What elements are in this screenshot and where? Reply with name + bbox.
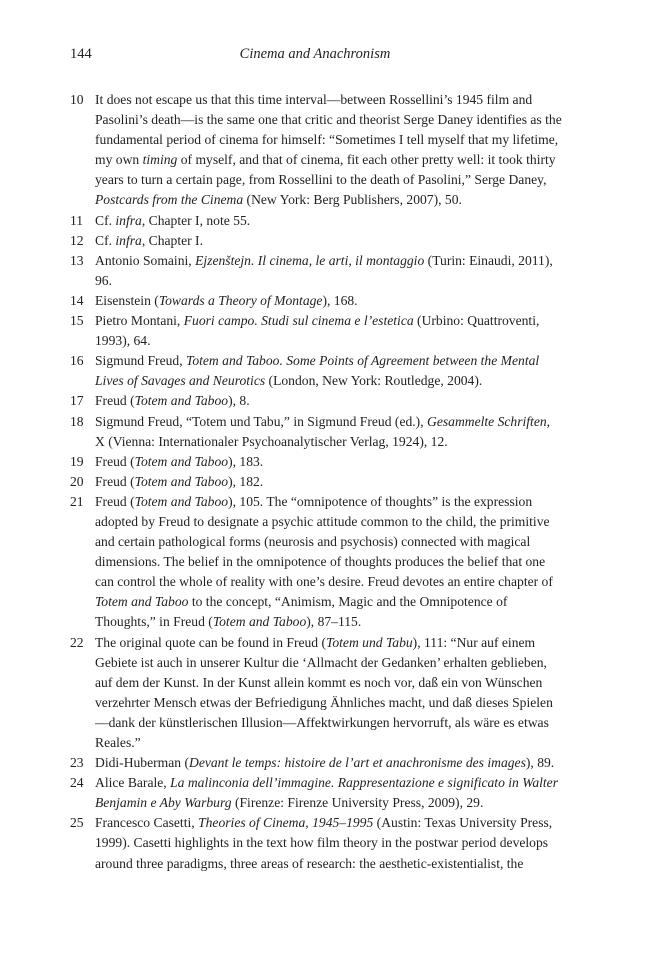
- endnote: [70, 633, 562, 754]
- endnote-title-italic: Totem and Taboo: [134, 393, 229, 409]
- endnote-number: 20: [70, 473, 84, 489]
- endnote: [70, 813, 562, 873]
- endnote-text-segment: (London, New York: Routledge, 2004).: [265, 373, 483, 389]
- endnote: [70, 351, 562, 391]
- endnote: [70, 251, 562, 291]
- endnote-title-italic: Fuori campo. Studi sul cinema e l’estetica: [183, 313, 414, 329]
- endnote-text-segment: (Turin: Einaudi, 2011), 96.: [95, 252, 553, 288]
- endnote-number: 13: [70, 252, 84, 268]
- endnote-text-segment: to the concept, “Animism, Magic and the Omnipotence of Thoughts,” in Freud (: [95, 594, 508, 630]
- endnote-text: [95, 231, 562, 251]
- endnote-text: [95, 813, 562, 873]
- endnote-title-italic: infra: [115, 212, 142, 228]
- endnote-number: 18: [70, 413, 84, 429]
- endnote-number: 16: [70, 353, 84, 369]
- endnote-text-segment: , Chapter I, note 55.: [141, 212, 251, 228]
- endnote-title-italic: Devant le temps: histoire de l’art et anachronisme des images: [189, 755, 526, 771]
- endnote-text-segment: ), 105. The “omnipotence of thoughts” is the expression adopted by Freud to designate a psychic attitude common to the child, the primitive and certain pathological forms (neurosis and psychosis) connected with magical dimensions. The belief in the omnipotence of thoughts produces the belief that one can control the whole of reality with one’s desire. Freud devotes an entire chapter of: [95, 493, 553, 590]
- endnotes-list: [70, 90, 562, 874]
- endnote-title-italic: Ejzenštejn. Il cinema, le arti, il montaggio: [195, 252, 425, 268]
- endnote-text-segment: of myself, and that of cinema, fit each other pretty well: it took thirty years to turn a certain page, from Rossellini to the death of Pasolini,” Serge Daney,: [95, 152, 556, 188]
- endnote: [70, 452, 562, 472]
- endnote: [70, 472, 562, 492]
- endnote: [70, 391, 562, 411]
- endnote-text: [95, 472, 562, 492]
- endnote-text-segment: It does not escape us that this time interval—between Rossellini’s 1945 film and Pasolini’s death—is the same one that critic and theorist Serge Daney identifies as the fundamental period of cinema for himself: “Sometimes I tell myself that my lifetime, my own: [95, 92, 562, 168]
- endnote-text-segment: (Urbino: Quattroventi, 1993), 64.: [95, 313, 540, 349]
- endnote: [70, 291, 562, 311]
- endnote-text: [95, 391, 562, 411]
- endnote-text-segment: Pietro Montani,: [95, 313, 184, 329]
- endnote: [70, 231, 562, 251]
- endnote-number: 17: [70, 393, 84, 409]
- endnote-text: [95, 633, 562, 754]
- endnote-text-segment: Eisenstein (: [95, 292, 159, 308]
- endnote-text-segment: , Chapter I.: [141, 232, 203, 248]
- endnote-title-italic: infra: [115, 232, 142, 248]
- endnote: [70, 773, 562, 813]
- endnote-text-segment: Cf.: [95, 212, 116, 228]
- endnote-title-italic: Postcards from the Cinema: [95, 192, 244, 208]
- endnote-text-segment: ), 89.: [525, 755, 555, 771]
- endnote-title-italic: Totem and Taboo. Some Points of Agreement between the Mental Lives of Savages and Neurotics: [95, 353, 540, 389]
- endnote: [70, 492, 562, 633]
- endnote: [70, 311, 562, 351]
- endnote-text-segment: X (Vienna: Internationaler Psychoanalytischer Verlag, 1924), 12.: [95, 433, 448, 449]
- endnote-number: 24: [70, 775, 84, 791]
- endnote-title-italic: Theories of Cinema, 1945–1995: [198, 815, 374, 831]
- endnote-number: 21: [70, 493, 84, 509]
- endnote: [70, 412, 562, 452]
- endnote-text-segment: Francesco Casetti,: [95, 815, 199, 831]
- endnote-title-italic: Totem and Taboo: [134, 493, 229, 509]
- endnote-text-segment: (Austin: Texas University Press, 1999). Casetti highlights in the text how film theory in the postwar period develops around three paradigms, three areas of research: the aesthetic-existentialist, the: [95, 815, 553, 871]
- endnote-number: 14: [70, 292, 84, 308]
- endnote-text-segment: Didi-Huberman (: [95, 755, 189, 771]
- endnote-title-italic: timing: [142, 152, 178, 168]
- endnote-title-italic: Gesammelte Schriften,: [427, 413, 551, 429]
- endnote-text: [95, 452, 562, 472]
- endnote-text: [95, 311, 562, 351]
- endnote-number: 22: [70, 634, 84, 650]
- endnote-text-segment: ), 182.: [228, 473, 264, 489]
- endnote-title-italic: Towards a Theory of Montage: [158, 292, 323, 308]
- endnote-text-segment: ), 168.: [322, 292, 358, 308]
- endnote-text-segment: Antonio Somaini,: [95, 252, 196, 268]
- endnote-text-segment: ), 87–115.: [306, 614, 362, 630]
- endnote-text-segment: (Firenze: Firenze University Press, 2009), 29.: [231, 795, 484, 811]
- endnote-text-segment: Freud (: [95, 453, 135, 469]
- endnote-number: 25: [70, 815, 84, 831]
- endnote-number: 12: [70, 232, 84, 248]
- endnote-text-segment: ), 8.: [228, 393, 250, 409]
- endnote: [70, 753, 562, 773]
- endnote-number: 10: [70, 92, 84, 107]
- endnote-title-italic: Totem and Taboo: [95, 594, 189, 610]
- endnote-text-segment: Sigmund Freud,: [95, 353, 187, 369]
- endnote-text-segment: (New York: Berg Publishers, 2007), 50.: [243, 192, 462, 208]
- endnote-number: 19: [70, 453, 84, 469]
- endnote-text-segment: Freud (: [95, 493, 135, 509]
- page-number: 144: [70, 46, 92, 62]
- endnote-text-segment: Freud (: [95, 393, 135, 409]
- endnote-text-segment: ), 111: “Nur auf einem Gebiete ist auch in unserer Kultur die ‘Allmacht der Gedanken’ erhalten geblieben, auf dem der Kunst. In der Kunst allein kommt es noch vor, daß ein von Wünschen verzehrter Mensch etwas der Befriedigung Ähnliches macht, und daß dieses Spielen—dank der künstlerischen Illusion—Affektwirkungen hervorruft, als wäre es etwas Reales.”: [95, 634, 553, 750]
- endnote-title-italic: Totem and Taboo: [134, 473, 229, 489]
- page-header: [70, 46, 560, 66]
- endnote-text: [95, 251, 562, 291]
- endnote: [70, 211, 562, 231]
- endnote-title-italic: Totem and Taboo: [212, 614, 307, 630]
- endnote-number: 23: [70, 755, 84, 771]
- endnote-text-segment: The original quote can be found in Freud (: [95, 634, 327, 650]
- endnote-text: [95, 773, 562, 813]
- endnote: [70, 90, 562, 211]
- endnote-title-italic: Totem und Tabu: [326, 634, 413, 650]
- endnote-text-segment: Freud (: [95, 473, 135, 489]
- endnote-text-segment: Sigmund Freud, “Totem und Tabu,” in Sigmund Freud (ed.),: [95, 413, 427, 429]
- endnote-text: [95, 351, 562, 391]
- endnote-text-segment: Alice Barale,: [95, 775, 171, 791]
- endnote-number: 15: [70, 313, 84, 329]
- endnote-number: 11: [70, 212, 84, 228]
- endnote-text: [95, 492, 562, 633]
- endnote-text: [95, 90, 562, 211]
- endnote-text-segment: Cf.: [95, 232, 116, 248]
- endnote-text: [95, 753, 562, 773]
- endnote-text: [95, 291, 562, 311]
- endnote-text-segment: ), 183.: [228, 453, 264, 469]
- running-title: Cinema and Anachronism: [239, 46, 391, 62]
- endnote-text: [95, 412, 562, 452]
- endnote-title-italic: Totem and Taboo: [134, 453, 229, 469]
- endnote-title-italic: La malinconia dell’immagine. Rappresentazione e significato in Walter Benjamin e Aby Warburg: [95, 775, 558, 811]
- endnote-text: [95, 211, 562, 231]
